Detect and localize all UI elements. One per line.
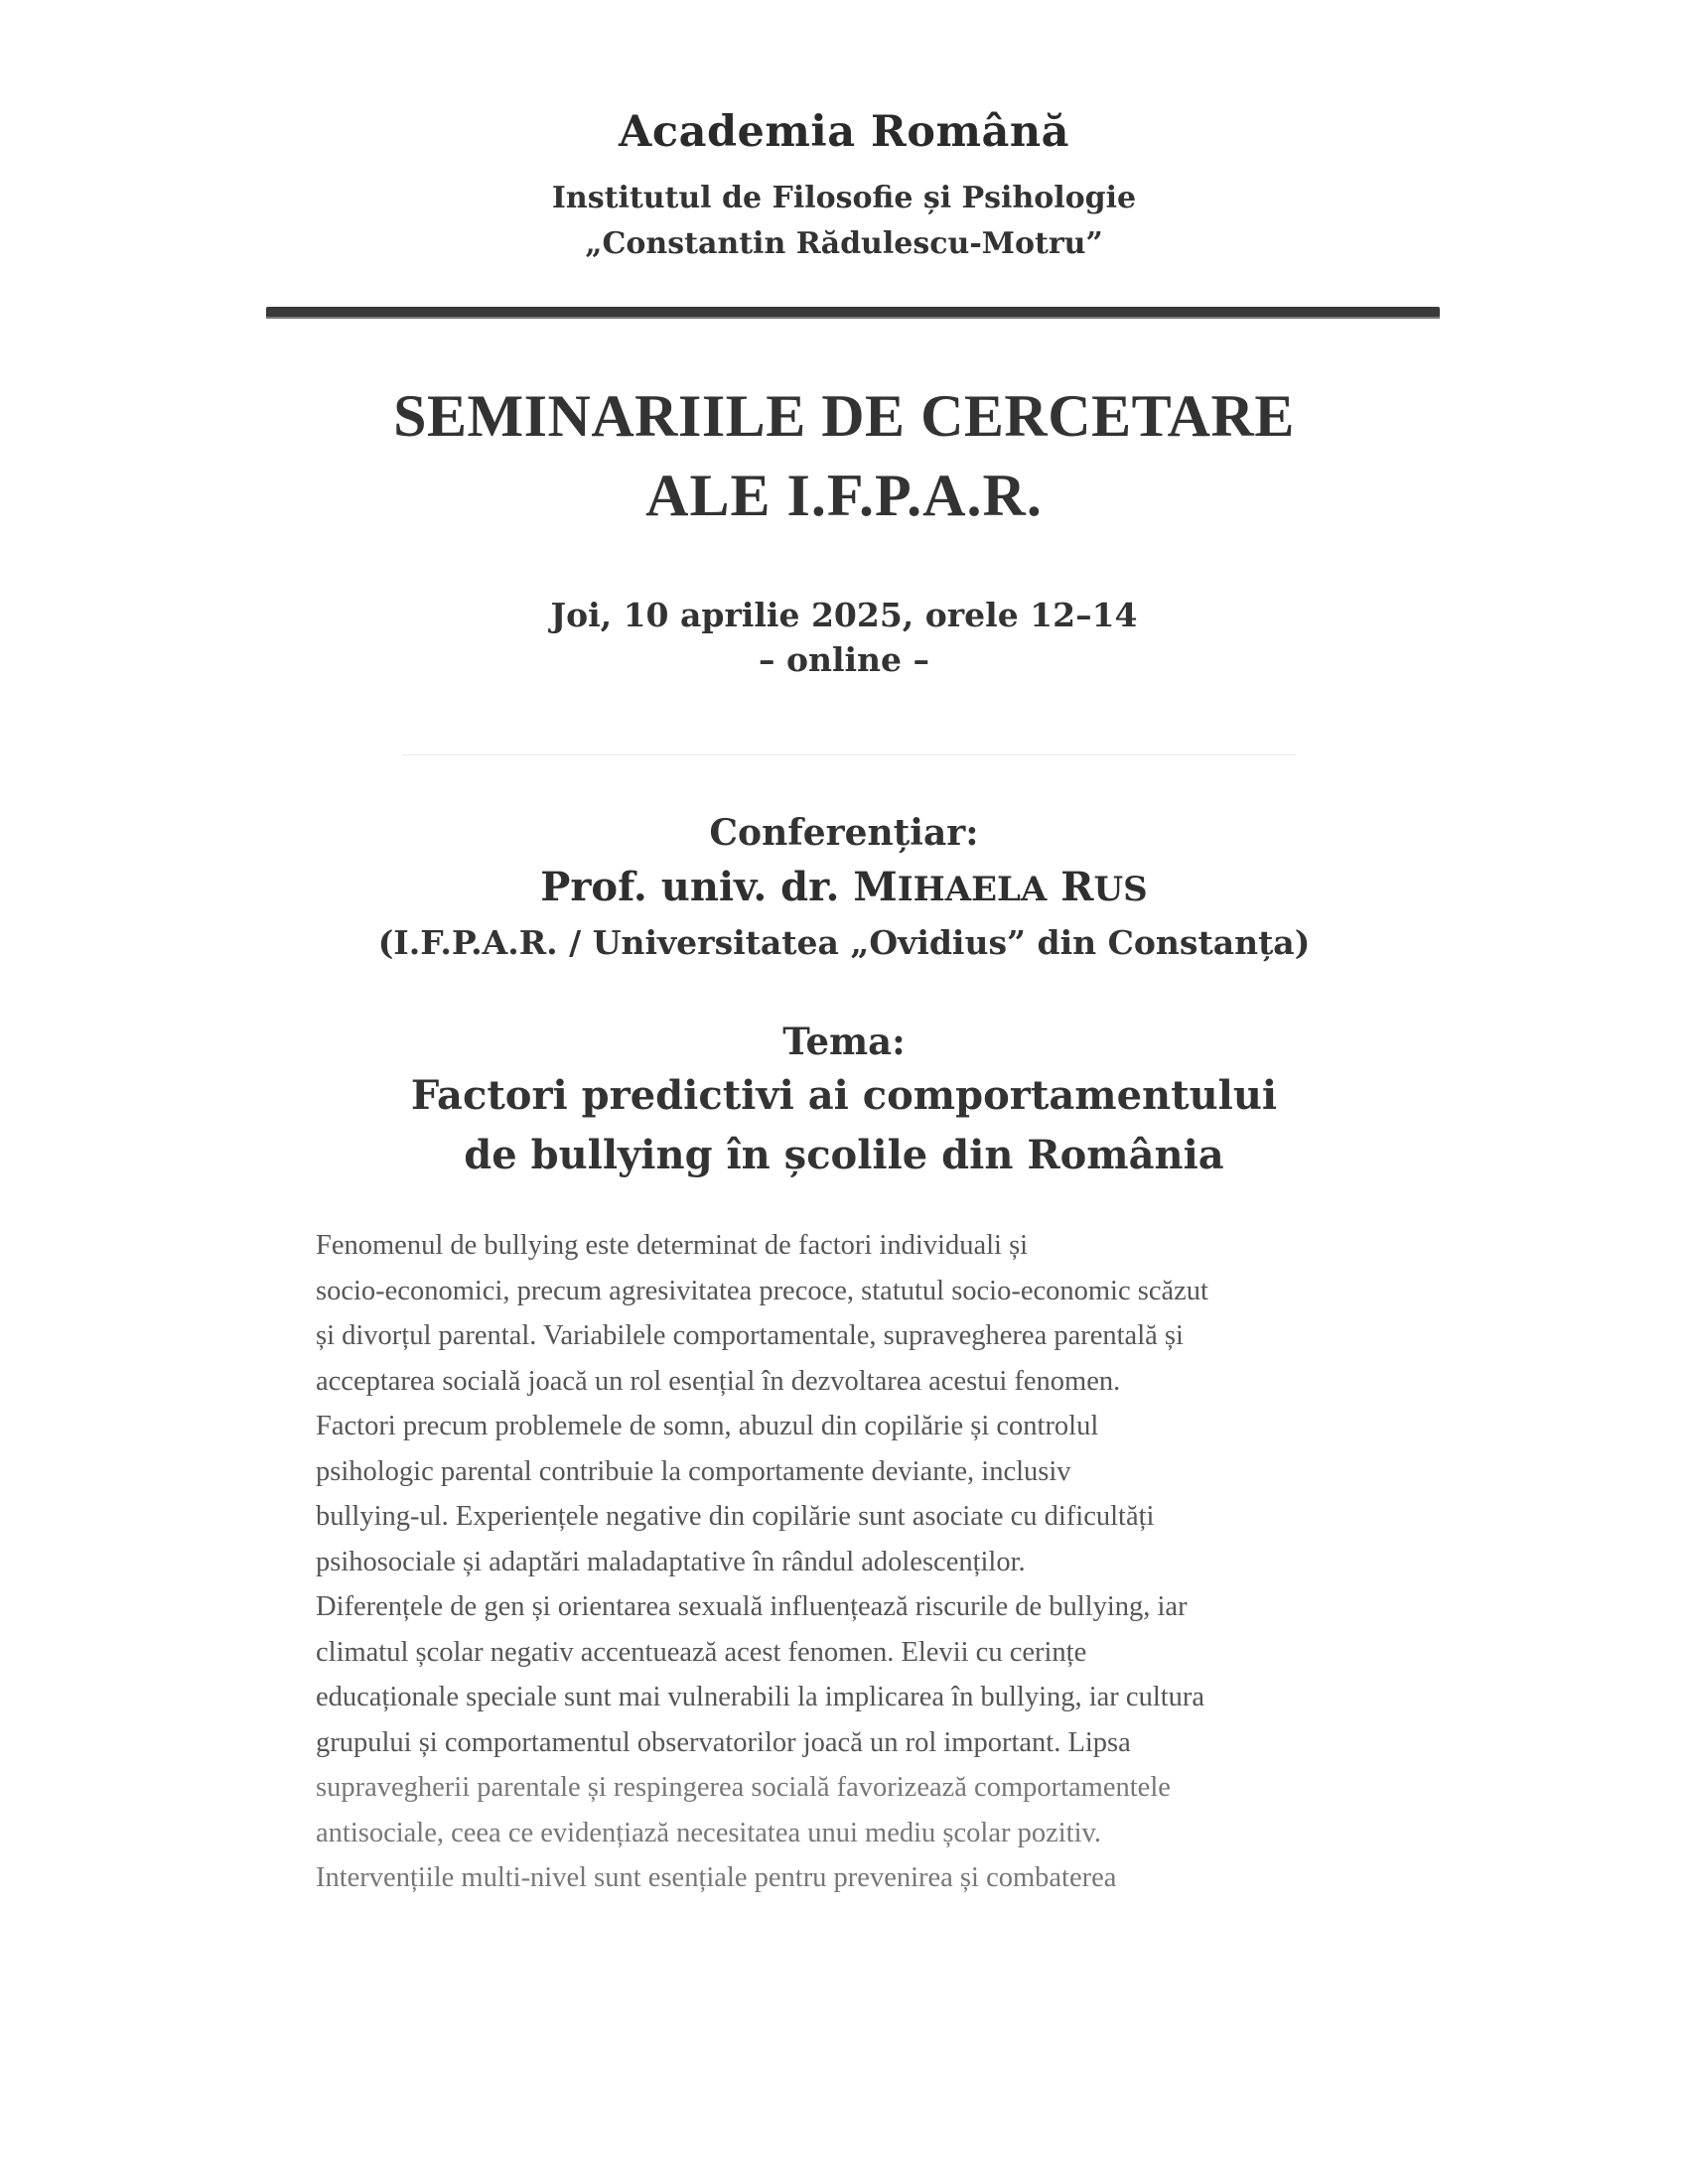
abstract-line: supravegherii parentale și respingerea socială favorizează comportamentele [316, 1772, 1171, 1803]
abstract-line: educaționale speciale sunt mai vulnerabili la implicarea în bullying, iar cultura [316, 1682, 1205, 1712]
abstract-line: Diferențele de gen și orientarea sexuală influențează riscurile de bullying, iar [316, 1591, 1188, 1622]
header-divider [266, 307, 1440, 318]
abstract-line: și divorțul parental. Variabilele comportamentale, supravegherea parentală și [316, 1320, 1184, 1351]
faint-divider [402, 754, 1296, 755]
speaker-prefix: Prof. univ. dr. [540, 864, 854, 910]
abstract-line: socio-economici, precum agresivitatea precoce, statutul socio-economic scăzut [316, 1275, 1208, 1306]
speaker-label: Conferențiar: [709, 812, 979, 854]
speaker-first-rest: IHAELA [897, 870, 1048, 909]
abstract-line: antisociale, ceea ce evidențiază necesitatea unui mediu școlar pozitiv. [316, 1817, 1102, 1848]
institute-name-line2: „Constantin Rădulescu-Motru” [585, 226, 1103, 261]
abstract-line: bullying-ul. Experiențele negative din copilărie sunt asociate cu dificultăți [316, 1501, 1155, 1532]
abstract-line: Intervențiile multi-nivel sunt esențiale pentru prevenirea și combaterea [316, 1862, 1117, 1893]
speaker-last-rest: US [1093, 870, 1148, 909]
topic-title-line2: de bullying în școlile din România [464, 1132, 1224, 1178]
abstract-line: Factori precum problemele de somn, abuzul din copilărie și controlul [316, 1411, 1099, 1441]
abstract-text [316, 1223, 1408, 1901]
abstract-line: psihologic parental contribuie la comportamente deviante, inclusiv [316, 1455, 1071, 1487]
speaker-name [0, 864, 1688, 910]
abstract-line: grupului și comportamentul observatorilor joacă un rol important. Lipsa [316, 1726, 1131, 1758]
academy-name: Academia Română [619, 107, 1069, 157]
speaker-affiliation: (I.F.P.A.R. / Universitatea „Ovidius” din Constanța) [377, 923, 1311, 962]
event-date-time: Joi, 10 aprilie 2025, orele 12–14 [550, 596, 1138, 634]
topic-label: Tema: [782, 1020, 906, 1063]
event-mode: – online – [758, 640, 930, 679]
abstract-line: psihosociale și adaptări maladaptative în rândul adolescenților. [316, 1546, 1026, 1577]
seminar-title-line1: SEMINARIILE DE CERCETARE [393, 383, 1295, 449]
abstract-line: climatul școlar negativ accentuează acest fenomen. Elevii cu cerințe [316, 1636, 1087, 1668]
seminar-title-line2: ALE I.F.P.A.R. [645, 463, 1043, 528]
speaker-last-initial: R [1060, 864, 1094, 910]
speaker-first-initial: M [853, 864, 898, 910]
abstract-line: Fenomenul de bullying este determinat de factori individuali și [316, 1230, 1029, 1261]
institute-name-line1: Institutul de Filosofie și Psihologie [551, 181, 1137, 215]
topic-title-line1: Factori predictivi ai comportamentului [410, 1072, 1278, 1119]
abstract-line: acceptarea socială joacă un rol esențial în dezvoltarea acestui fenomen. [316, 1365, 1121, 1397]
